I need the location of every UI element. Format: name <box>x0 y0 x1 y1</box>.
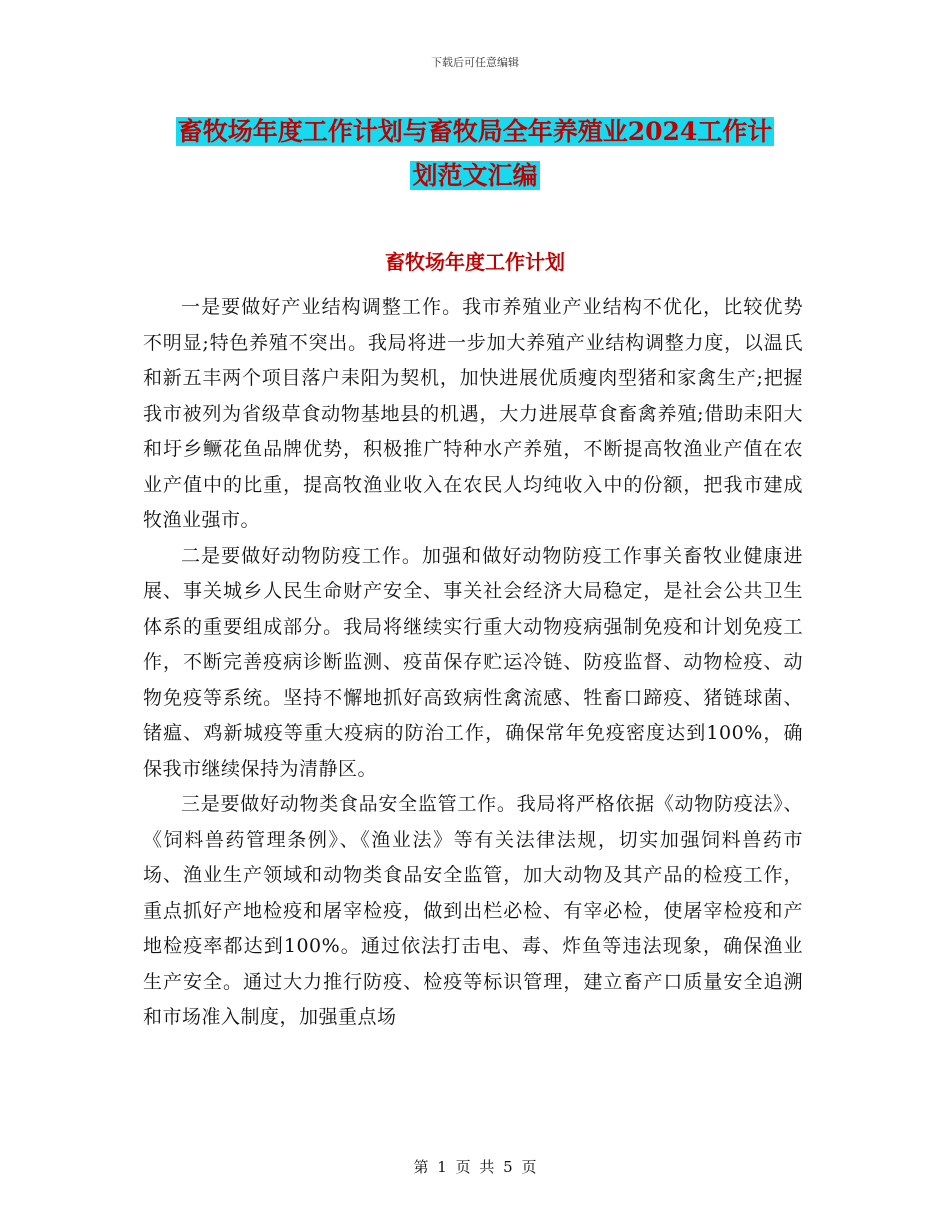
title-line-2: 划范文汇编 <box>412 161 538 190</box>
paragraph-3: 三是要做好动物类食品安全监管工作。我局将严格依据《动物防疫法》、《饲料兽药管理条例》、《渔业法》等有关法律法规，切实加强饲料兽药市场、渔业生产领域和动物类食品安全监管，加大动物及其产品的检疫工作，重点抓好产地检疫和屠宰检疫，做到出栏必检、有宰必检，使屠宰检疫和产地检疫率都达到100%。通过依法打击电、毒、炸鱼等违法现象，确保渔业生产安全。通过大力推行防疫、检疫等标识管理，建立畜产口质量安全追溯和市场准入制度，加强重点场 <box>143 793 803 1028</box>
document-title <box>140 110 810 198</box>
title-line-1: 畜牧场年度工作计划与畜牧局全年养殖业2024工作计 <box>177 117 773 146</box>
section-heading: 畜牧场年度工作计划 <box>385 250 565 274</box>
body-text <box>143 290 803 1036</box>
paragraph-2: 二是要做好动物防疫工作。加强和做好动物防疫工作事关畜牧业健康进展、事关城乡人民生命财产安全、事关社会经济大局稳定，是社会公共卫生体系的重要组成部分。我局将继续实行重大动物疫病强制免疫和计划免疫工作，不断完善疫病诊断监测、疫苗保存贮运冷链、防疫监督、动物检疫、动物免疫等系统。坚持不懈地抓好高致病性禽流感、牲畜口蹄疫、猪链球菌、锗瘟、鸡新城疫等重大疫病的防治工作，确保常年免疫密度达到100%，确保我市继续保持为清静区。 <box>143 544 803 780</box>
header-note: 下载后可任意编辑 <box>431 56 519 69</box>
paragraph-1: 一是要做好产业结构调整工作。我市养殖业产业结构不优化，比较优势不明显;特色养殖不突出。我局将进一步加大养殖产业结构调整力度，以温氏和新五丰两个项目落户耒阳为契机，加快进展优质瘦肉型猪和家禽生产;把握我市被列为省级草食动物基地县的机遇，大力进展草食畜禽养殖;借助耒阳大和圩乡鳜花鱼品牌优势，积极推广特种水产养殖，不断提高牧渔业产值在农业产值中的比重，提高牧渔业收入在农民人均纯收入中的份额，把我市建成牧渔业强市。 <box>143 296 803 531</box>
page-footer: 第 1 页 共 5 页 <box>413 1158 537 1176</box>
